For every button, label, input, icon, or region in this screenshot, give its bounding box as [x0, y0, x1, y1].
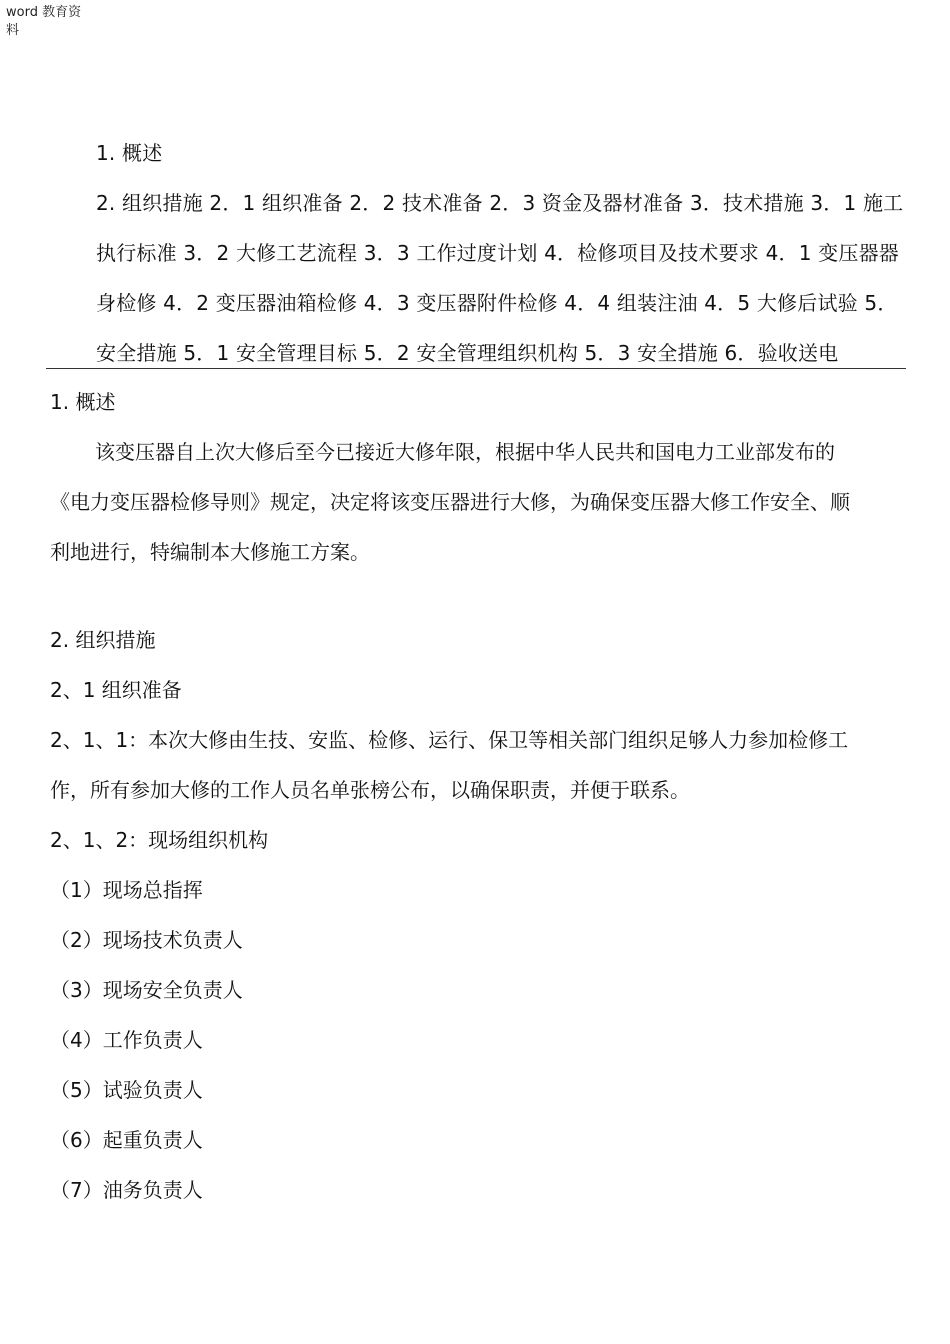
header-line-1: word 教育资 [6, 5, 82, 20]
role-list-item: （7）油务负责人 [50, 1178, 203, 1202]
table-of-contents [96, 128, 908, 378]
role-list-item: （2）现场技术负责人 [50, 928, 243, 952]
section-1-paragraph-line: 利地进行，特编制本大修施工方案。 [50, 540, 370, 564]
page-header [6, 4, 96, 40]
section-1-title: 1. 概述 [50, 390, 116, 414]
role-list-item: （4）工作负责人 [50, 1028, 203, 1052]
header-line-2: 料 [6, 23, 20, 38]
toc-line: 安全措施 5．1 安全管理目标 5．2 安全管理组织机构 5．3 安全措施 6．验收送电 [96, 341, 839, 365]
toc-line: 2. 组织措施 2．1 组织准备 2．2 技术准备 2．3 资金及器材准备 3．技术措施 3．1 施工 [96, 191, 904, 215]
role-list-item: （3）现场安全负责人 [50, 978, 243, 1002]
toc-line: 身检修 4．2 变压器油箱检修 4．3 变压器附件检修 4．4 组装注油 4．5 大修后试验 5． [96, 291, 898, 315]
toc-divider [46, 368, 906, 369]
paragraph-2-1-2: 2、1、2：现场组织机构 [50, 828, 269, 852]
spacer [50, 577, 910, 615]
toc-line: 执行标准 3．2 大修工艺流程 3．3 工作过度计划 4．检修项目及技术要求 4．1 变压器器 [96, 241, 899, 265]
paragraph-2-1-1-line: 作，所有参加大修的工作人员名单张榜公布，以确保职责，并便于联系。 [50, 778, 690, 802]
role-list-item: （1）现场总指挥 [50, 878, 203, 902]
role-list-item: （5）试验负责人 [50, 1078, 203, 1102]
section-2-title: 2. 组织措施 [50, 628, 156, 652]
role-list-item: （6）起重负责人 [50, 1128, 203, 1152]
section-1-paragraph-line: 《电力变压器检修导则》规定，决定将该变压器进行大修，为确保变压器大修工作安全、顺 [50, 490, 850, 514]
document-body [50, 377, 910, 1215]
subsection-2-1-title: 2、1 组织准备 [50, 678, 182, 702]
toc-line: 1. 概述 [96, 141, 163, 165]
paragraph-2-1-1-line: 2、1、1：本次大修由生技、安监、检修、运行、保卫等相关部门组织足够人力参加检修工 [50, 728, 849, 752]
section-1-paragraph-line: 该变压器自上次大修后至今已接近大修年限，根据中华人民共和国电力工业部发布的 [95, 440, 835, 464]
